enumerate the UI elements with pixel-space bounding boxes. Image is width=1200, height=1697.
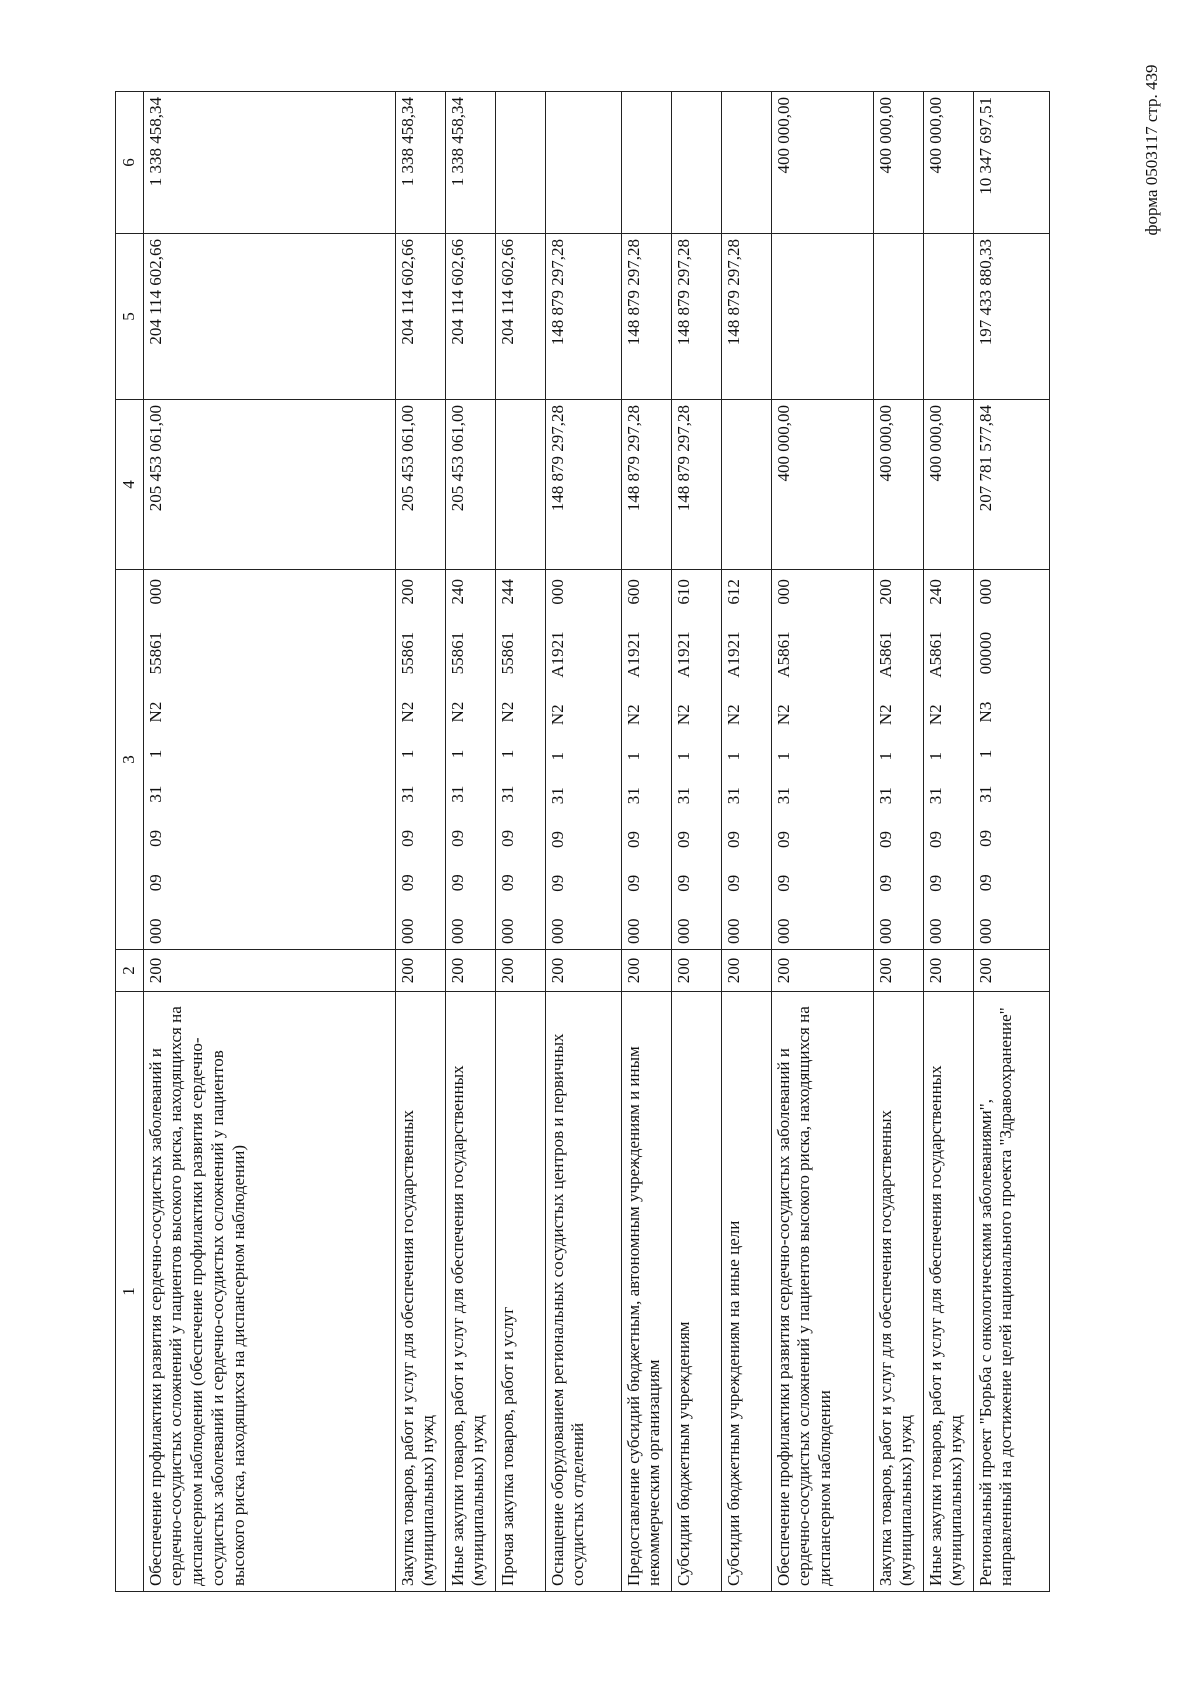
unexecuted-amount-cell: 400 000,00 (873, 92, 923, 234)
unexecuted-amount-cell (621, 92, 671, 234)
code-segment: 31 (925, 787, 945, 805)
executed-amount-cell: 148 879 297,28 (671, 234, 721, 400)
approved-amount-cell: 400 000,00 (771, 400, 873, 570)
code-segment: N2 (773, 704, 793, 726)
code-segment: 31 (145, 785, 165, 803)
line-code-cell: 200 (923, 950, 973, 992)
code-segment: N3 (975, 701, 995, 723)
table-row (721, 92, 771, 1592)
code-segment: A5861 (925, 631, 945, 678)
code-segment: 09 (723, 874, 743, 892)
code-segment: A1921 (673, 631, 693, 678)
approved-amount-cell: 205 453 061,00 (395, 400, 445, 570)
table-row (621, 92, 671, 1592)
table-row (873, 92, 923, 1592)
classification-code (448, 575, 469, 944)
approved-amount-cell (495, 400, 545, 570)
code-segment: 31 (875, 787, 895, 805)
code-segment: N2 (673, 704, 693, 726)
code-segment: N2 (925, 704, 945, 726)
code-segment: 000 (773, 579, 793, 605)
code-segment: 1 (723, 751, 743, 761)
budget-classification-code-cell (395, 570, 445, 950)
code-segment: 09 (397, 829, 417, 847)
code-segment: 1 (925, 751, 945, 761)
row-name-cell: Иные закупки товаров, работ и услуг для обеспечения государственных (муниципальных) нужд (445, 992, 495, 1592)
executed-amount-cell: 148 879 297,28 (721, 234, 771, 400)
budget-classification-code-cell (721, 570, 771, 950)
line-code-cell: 200 (143, 950, 395, 992)
code-segment: A1921 (547, 631, 567, 678)
budget-classification-code-cell (143, 570, 395, 950)
unexecuted-amount-cell: 1 338 458,34 (395, 92, 445, 234)
code-segment: 1 (623, 751, 643, 761)
budget-classification-code-cell (495, 570, 545, 950)
code-segment: N2 (397, 701, 417, 723)
code-segment: N2 (875, 704, 895, 726)
code-segment: 09 (673, 874, 693, 892)
code-segment: 000 (623, 918, 643, 944)
unexecuted-amount-cell (721, 92, 771, 234)
code-segment: 31 (497, 785, 517, 803)
table-row (771, 92, 873, 1592)
approved-amount-cell: 148 879 297,28 (671, 400, 721, 570)
code-segment: 31 (547, 787, 567, 805)
code-segment: N2 (497, 701, 517, 723)
code-segment: 000 (397, 918, 417, 944)
code-segment: A5861 (875, 631, 895, 678)
code-segment: 000 (875, 918, 895, 944)
approved-amount-cell: 400 000,00 (873, 400, 923, 570)
table-row (495, 92, 545, 1592)
code-segment: 1 (145, 749, 165, 759)
classification-code (724, 575, 745, 944)
classification-code (674, 575, 695, 944)
budget-classification-code-cell (545, 570, 621, 950)
executed-amount-cell: 148 879 297,28 (545, 234, 621, 400)
table-row (143, 92, 395, 1592)
code-segment: 31 (673, 787, 693, 805)
row-name-cell: Предоставление субсидий бюджетным, автономным учреждениям и иным некоммерческим организациям (621, 992, 671, 1592)
line-code-cell: 200 (671, 950, 721, 992)
code-segment: 09 (623, 874, 643, 892)
code-segment: 000 (723, 918, 743, 944)
table-row (923, 92, 973, 1592)
unexecuted-amount-cell: 400 000,00 (771, 92, 873, 234)
code-segment: 31 (773, 787, 793, 805)
code-segment: 09 (925, 830, 945, 848)
code-segment: 610 (673, 579, 693, 605)
code-segment: 000 (547, 579, 567, 605)
budget-classification-code-cell (671, 570, 721, 950)
code-segment: 31 (447, 785, 467, 803)
executed-amount-cell: 204 114 602,66 (395, 234, 445, 400)
code-segment: 1 (447, 749, 467, 759)
unexecuted-amount-cell (495, 92, 545, 234)
executed-amount-cell: 204 114 602,66 (445, 234, 495, 400)
approved-amount-cell: 148 879 297,28 (621, 400, 671, 570)
classification-code (398, 575, 419, 944)
code-segment: 00000 (975, 631, 995, 675)
row-name-cell: Региональный проект "Борьба с онкологическими заболеваниями", направленный на достижение целей национального проекта "Здравоохранение" (973, 992, 1049, 1592)
budget-classification-code-cell (973, 570, 1049, 950)
executed-amount-cell: 204 114 602,66 (495, 234, 545, 400)
table-row (395, 92, 445, 1592)
unexecuted-amount-cell (671, 92, 721, 234)
unexecuted-amount-cell: 10 347 697,51 (973, 92, 1049, 234)
code-segment: 55861 (447, 631, 467, 675)
code-segment: 000 (547, 918, 567, 944)
code-segment: 09 (773, 874, 793, 892)
budget-classification-code-cell (621, 570, 671, 950)
table-body (143, 92, 1049, 1592)
table-row (445, 92, 495, 1592)
approved-amount-cell: 205 453 061,00 (445, 400, 495, 570)
code-segment: 1 (497, 749, 517, 759)
executed-amount-cell: 204 114 602,66 (143, 234, 395, 400)
line-code-cell: 200 (873, 950, 923, 992)
code-segment: 09 (623, 830, 643, 848)
code-segment: 612 (723, 579, 743, 605)
code-segment: 1 (975, 749, 995, 759)
code-segment: 09 (773, 830, 793, 848)
column-number: 1 (116, 992, 144, 1592)
code-segment: 09 (723, 830, 743, 848)
code-segment: N2 (623, 704, 643, 726)
code-segment: 000 (145, 918, 165, 944)
row-name-cell: Закупка товаров, работ и услуг для обеспечения государственных (муниципальных) нужд (873, 992, 923, 1592)
row-name-cell: Закупка товаров, работ и услуг для обеспечения государственных (муниципальных) нужд (395, 992, 445, 1592)
row-name-cell: Прочая закупка товаров, работ и услуг (495, 992, 545, 1592)
code-segment: 244 (497, 579, 517, 605)
table-row (671, 92, 721, 1592)
code-segment: 09 (145, 874, 165, 892)
line-code-cell: 200 (445, 950, 495, 992)
classification-code (774, 575, 795, 944)
approved-amount-cell (721, 400, 771, 570)
row-name-cell: Субсидии бюджетным учреждениям (671, 992, 721, 1592)
code-segment: 09 (547, 874, 567, 892)
code-segment: 09 (875, 874, 895, 892)
table-row (545, 92, 621, 1592)
budget-classification-code-cell (923, 570, 973, 950)
unexecuted-amount-cell (545, 92, 621, 234)
code-segment: 600 (623, 579, 643, 605)
code-segment: 09 (497, 874, 517, 892)
code-segment: 09 (975, 829, 995, 847)
column-number-row (116, 92, 144, 1592)
budget-execution-table (115, 91, 1050, 1592)
code-segment: 1 (875, 751, 895, 761)
code-segment: 09 (497, 829, 517, 847)
approved-amount-cell: 207 781 577,84 (973, 400, 1049, 570)
code-segment: 1 (397, 749, 417, 759)
code-segment: N2 (145, 701, 165, 723)
row-name-cell: Обеспечение профилактики развития сердечно-сосудистых заболеваний и сердечно-сосудистых осложнений у пациентов высокого риска, находящихся на диспансерном наблюдении (обеспечение профилактики развития сердечно-сосудистых заболеваний и сердечно-сосудистых осложнений у пациентов высокого риска, находящихся на диспансерном наблюдении) (143, 992, 395, 1592)
code-segment: 55861 (397, 631, 417, 675)
code-segment: 55861 (497, 631, 517, 675)
code-segment: 240 (447, 579, 467, 605)
classification-code (146, 575, 167, 944)
approved-amount-cell: 400 000,00 (923, 400, 973, 570)
approved-amount-cell: 148 879 297,28 (545, 400, 621, 570)
classification-code (498, 575, 519, 944)
code-segment: 09 (145, 829, 165, 847)
code-segment: 000 (975, 579, 995, 605)
code-segment: 240 (925, 579, 945, 605)
column-number: 6 (116, 92, 144, 234)
code-segment: 000 (145, 579, 165, 605)
budget-classification-code-cell (445, 570, 495, 950)
line-code-cell: 200 (495, 950, 545, 992)
code-segment: 09 (397, 874, 417, 892)
table-row (973, 92, 1049, 1592)
code-segment: 000 (497, 918, 517, 944)
row-name-cell: Оснащение оборудованием региональных сосудистых центров и первичных сосудистых отделений (545, 992, 621, 1592)
code-segment: 09 (447, 829, 467, 847)
executed-amount-cell (923, 234, 973, 400)
code-segment: N2 (447, 701, 467, 723)
line-code-cell: 200 (771, 950, 873, 992)
classification-code (624, 575, 645, 944)
code-segment: 000 (673, 918, 693, 944)
classification-code (976, 575, 997, 944)
code-segment: 000 (925, 918, 945, 944)
code-segment: A1921 (723, 631, 743, 678)
code-segment: A1921 (623, 631, 643, 678)
budget-classification-code-cell (771, 570, 873, 950)
code-segment: 09 (975, 874, 995, 892)
code-segment: N2 (723, 704, 743, 726)
column-number: 2 (116, 950, 144, 992)
column-number: 4 (116, 400, 144, 570)
code-segment: 1 (673, 751, 693, 761)
unexecuted-amount-cell: 1 338 458,34 (445, 92, 495, 234)
row-name-cell: Иные закупки товаров, работ и услуг для обеспечения государственных (муниципальных) нужд (923, 992, 973, 1592)
code-segment: A5861 (773, 631, 793, 678)
unexecuted-amount-cell: 400 000,00 (923, 92, 973, 234)
unexecuted-amount-cell: 1 338 458,34 (143, 92, 395, 234)
form-page-header: форма 0503117 стр. 439 (1142, 64, 1161, 236)
executed-amount-cell (873, 234, 923, 400)
line-code-cell: 200 (395, 950, 445, 992)
column-number: 3 (116, 570, 144, 950)
line-code-cell: 200 (721, 950, 771, 992)
row-name-cell: Субсидии бюджетным учреждениям на иные цели (721, 992, 771, 1592)
code-segment: 55861 (145, 631, 165, 675)
code-segment: 200 (397, 579, 417, 605)
code-segment: 31 (623, 787, 643, 805)
code-segment: 200 (875, 579, 895, 605)
code-segment: 000 (773, 918, 793, 944)
column-number: 5 (116, 234, 144, 400)
classification-code (926, 575, 947, 944)
line-code-cell: 200 (621, 950, 671, 992)
executed-amount-cell: 197 433 880,33 (973, 234, 1049, 400)
classification-code (548, 575, 569, 944)
executed-amount-cell: 148 879 297,28 (621, 234, 671, 400)
classification-code (876, 575, 897, 944)
code-segment: 09 (447, 874, 467, 892)
code-segment: 000 (447, 918, 467, 944)
row-name-cell: Обеспечение профилактики развития сердечно-сосудистых заболеваний и сердечно-сосудистых осложнений у пациентов высокого риска, находящихся на диспансерном наблюдении (771, 992, 873, 1592)
executed-amount-cell (771, 234, 873, 400)
code-segment: 31 (975, 785, 995, 803)
code-segment: 09 (925, 874, 945, 892)
code-segment: 31 (397, 785, 417, 803)
budget-classification-code-cell (873, 570, 923, 950)
code-segment: N2 (547, 704, 567, 726)
code-segment: 09 (547, 830, 567, 848)
approved-amount-cell: 205 453 061,00 (143, 400, 395, 570)
line-code-cell: 200 (973, 950, 1049, 992)
code-segment: 09 (875, 830, 895, 848)
report-table-wrapper (115, 92, 1135, 1592)
code-segment: 1 (773, 751, 793, 761)
code-segment: 000 (975, 918, 995, 944)
code-segment: 31 (723, 787, 743, 805)
line-code-cell: 200 (545, 950, 621, 992)
code-segment: 09 (673, 830, 693, 848)
code-segment: 1 (547, 751, 567, 761)
